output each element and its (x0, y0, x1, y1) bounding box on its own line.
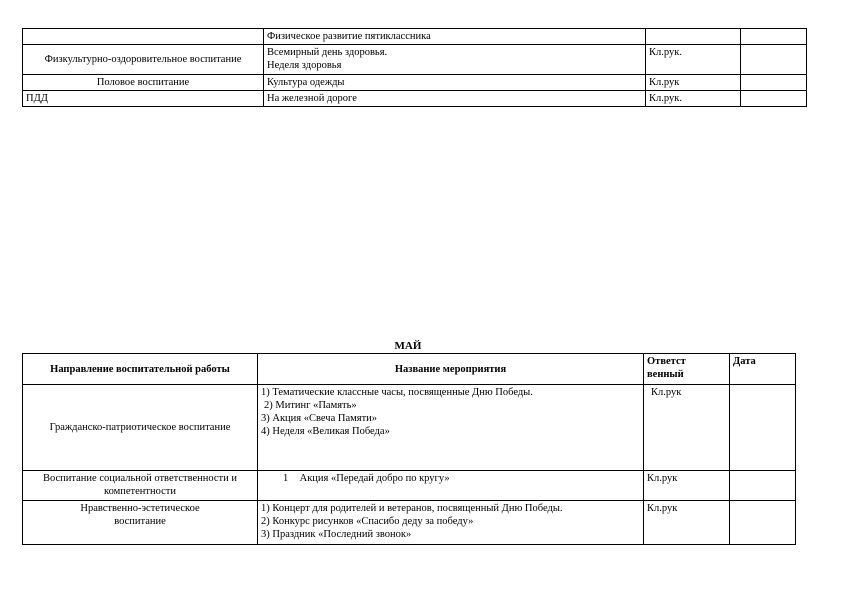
table-row (23, 501, 796, 545)
event-cell (258, 501, 644, 545)
month-title: МАЙ (394, 340, 422, 352)
direction-cell: Половое воспитание (23, 75, 264, 91)
event-line: 1) Тематические классные часы, посвященные Дню Победы. (261, 387, 533, 398)
event-number: 1 (283, 473, 289, 484)
may-plan-table (22, 353, 796, 545)
responsible-cell: Кл.рук. (646, 45, 741, 75)
responsible-cell: Кл.рук (644, 385, 730, 471)
responsible-cell: Кл.рук (644, 501, 730, 545)
event-cell: Культура одежды (264, 75, 646, 91)
direction-cell: ПДД (23, 91, 264, 107)
date-cell (741, 45, 807, 75)
event-line: 1) Концерт для родителей и ветеранов, посвященный Дню Победы. (261, 503, 563, 514)
direction-cell (23, 501, 258, 545)
responsible-cell (646, 29, 741, 45)
event-line: 4) Неделя «Великая Победа» (261, 426, 390, 437)
table-row (23, 385, 796, 471)
direction-cell (23, 29, 264, 45)
date-cell (730, 385, 796, 471)
event-cell (258, 385, 644, 471)
header-direction: Направление воспитательной работы (23, 354, 258, 385)
event-line: Неделя здоровья (267, 60, 342, 71)
direction-line: Нравственно-эстетическое (80, 503, 200, 514)
direction-cell: Гражданско-патриотическое воспитание (23, 385, 258, 471)
event-line: 2) Конкурс рисунков «Спасибо деду за победу» (261, 516, 474, 527)
responsible-cell: Кл.рук (644, 471, 730, 501)
table-row (23, 91, 807, 107)
date-cell (730, 501, 796, 545)
event-line: 3) Праздник «Последний звонок» (261, 529, 412, 540)
direction-line: воспитание (114, 516, 166, 527)
plan-table-continued (22, 28, 807, 107)
header-date: Дата (730, 354, 796, 385)
direction-cell: Воспитание социальной ответственности и компетентности (23, 471, 258, 501)
date-cell (730, 471, 796, 501)
event-cell (264, 45, 646, 75)
date-cell (741, 29, 807, 45)
table-row (23, 45, 807, 75)
table-row (23, 75, 807, 91)
event-cell: Физическое развитие пятиклассника (264, 29, 646, 45)
header-responsible (644, 354, 730, 385)
responsible-cell: Кл.рук. (646, 91, 741, 107)
date-cell (741, 91, 807, 107)
responsible-cell: Кл.рук (646, 75, 741, 91)
header-row (23, 354, 796, 385)
table-row (23, 471, 796, 501)
header-event: Название мероприятия (258, 354, 644, 385)
event-cell (258, 471, 644, 501)
header-responsible-line: Ответст (647, 356, 686, 367)
header-responsible-line: венный (647, 369, 684, 380)
table-row (23, 29, 807, 45)
event-line: 3) Акция «Свеча Памяти» (261, 413, 378, 424)
event-line: Акция «Передай добро по кругу» (299, 473, 450, 484)
date-cell (741, 75, 807, 91)
event-cell: На железной дороге (264, 91, 646, 107)
event-line: Всемирный день здоровья. (267, 47, 388, 58)
event-line: 2) Митинг «Память» (264, 400, 357, 411)
direction-cell: Физкультурно-оздоровительное воспитание (23, 45, 264, 75)
